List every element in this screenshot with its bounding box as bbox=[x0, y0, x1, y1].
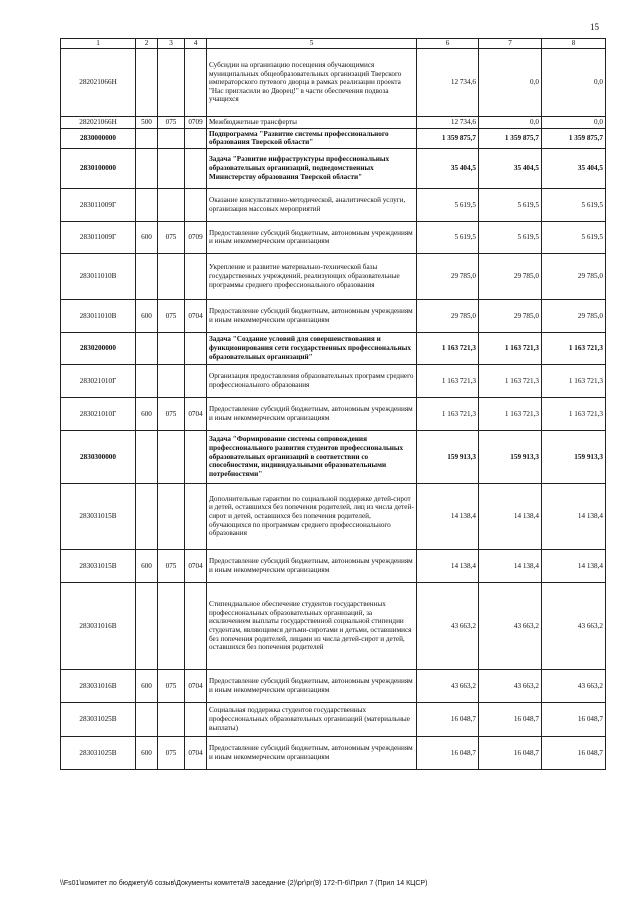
table-row bbox=[61, 148, 606, 188]
row-section-code bbox=[136, 582, 158, 669]
row-ministry-code bbox=[158, 483, 185, 549]
row-amount-col7: 14 138,4 bbox=[479, 483, 542, 549]
row-subsection-code bbox=[185, 253, 207, 299]
table-row bbox=[61, 397, 606, 430]
row-ministry-code bbox=[158, 702, 185, 736]
row-code: 2830200000 bbox=[61, 332, 136, 364]
row-amount-col8: 14 138,4 bbox=[542, 549, 606, 582]
row-amount-col8: 159 913,3 bbox=[542, 430, 606, 483]
column-header: 2 bbox=[136, 39, 158, 49]
row-description: Дополнительные гарантии по социальной поддержке детей-сирот и детей, оставшихся без попечения родителей, лиц из числа детей-сирот и детей, оставшихся без попечения родителей, обучающихся по программам среднего профессионального образования bbox=[207, 483, 417, 549]
row-code: 282021066Н bbox=[61, 49, 136, 117]
row-subsection-code: 0704 bbox=[185, 669, 207, 702]
column-header: 6 bbox=[417, 39, 479, 49]
table-body bbox=[61, 49, 606, 770]
row-subsection-code bbox=[185, 49, 207, 117]
budget-table bbox=[60, 38, 606, 770]
row-subsection-code: 0704 bbox=[185, 397, 207, 430]
row-amount-col7: 14 138,4 bbox=[479, 549, 542, 582]
row-amount-col6: 16 048,7 bbox=[417, 702, 479, 736]
row-amount-col6: 29 785,0 bbox=[417, 253, 479, 299]
row-amount-col8: 1 163 721,3 bbox=[542, 364, 606, 397]
row-description: Предоставление субсидий бюджетным, автономным учреждениям и иным некоммерческим организациям bbox=[207, 397, 417, 430]
table-row bbox=[61, 430, 606, 483]
table-row bbox=[61, 582, 606, 669]
row-amount-col8: 1 163 721,3 bbox=[542, 332, 606, 364]
row-ministry-code bbox=[158, 253, 185, 299]
row-amount-col6: 159 913,3 bbox=[417, 430, 479, 483]
row-subsection-code bbox=[185, 582, 207, 669]
row-amount-col6: 1 163 721,3 bbox=[417, 332, 479, 364]
row-ministry-code bbox=[158, 582, 185, 669]
row-code: 282021066Н bbox=[61, 117, 136, 129]
row-amount-col7: 5 619,5 bbox=[479, 188, 542, 221]
row-amount-col7: 1 359 875,7 bbox=[479, 128, 542, 148]
column-header: 7 bbox=[479, 39, 542, 49]
row-code: 2830000000 bbox=[61, 128, 136, 148]
row-amount-col8: 0,0 bbox=[542, 49, 606, 117]
row-amount-col7: 35 404,5 bbox=[479, 148, 542, 188]
row-amount-col8: 1 359 875,7 bbox=[542, 128, 606, 148]
row-amount-col7: 0,0 bbox=[479, 49, 542, 117]
row-amount-col6: 12 734,6 bbox=[417, 49, 479, 117]
row-amount-col6: 5 619,5 bbox=[417, 188, 479, 221]
row-ministry-code bbox=[158, 128, 185, 148]
row-amount-col6: 29 785,0 bbox=[417, 299, 479, 332]
row-subsection-code bbox=[185, 128, 207, 148]
row-section-code bbox=[136, 253, 158, 299]
row-subsection-code bbox=[185, 332, 207, 364]
row-code: 283011009Г bbox=[61, 188, 136, 221]
row-amount-col7: 29 785,0 bbox=[479, 253, 542, 299]
row-ministry-code bbox=[158, 332, 185, 364]
row-ministry-code: 075 bbox=[158, 117, 185, 129]
footer-file-path: \\Fs01\комитет по бюджету\6 созыв\Документы комитета\9 заседание (2)\рг\рг(9) 172-П-6\Прил 7 (Прил 14 КЦСР) bbox=[60, 880, 428, 887]
column-header: 4 bbox=[185, 39, 207, 49]
row-amount-col8: 29 785,0 bbox=[542, 299, 606, 332]
table-row bbox=[61, 702, 606, 736]
row-section-code: 600 bbox=[136, 736, 158, 769]
row-code: 283031016В bbox=[61, 669, 136, 702]
row-code: 283011010В bbox=[61, 299, 136, 332]
row-ministry-code bbox=[158, 188, 185, 221]
table-row bbox=[61, 253, 606, 299]
table-row bbox=[61, 299, 606, 332]
table-row bbox=[61, 483, 606, 549]
table-row bbox=[61, 736, 606, 769]
row-subsection-code: 0704 bbox=[185, 549, 207, 582]
row-amount-col7: 16 048,7 bbox=[479, 702, 542, 736]
row-description: Укрепление и развитие материально-технической базы государственных учреждений, реализующих образовательные программы среднего профессионального образования bbox=[207, 253, 417, 299]
row-section-code: 600 bbox=[136, 549, 158, 582]
row-amount-col6: 1 163 721,3 bbox=[417, 397, 479, 430]
row-description: Межбюджетные трансферты bbox=[207, 117, 417, 129]
row-subsection-code bbox=[185, 430, 207, 483]
row-subsection-code: 0709 bbox=[185, 221, 207, 253]
table-row bbox=[61, 669, 606, 702]
row-amount-col8: 5 619,5 bbox=[542, 221, 606, 253]
row-ministry-code bbox=[158, 148, 185, 188]
row-amount-col6: 5 619,5 bbox=[417, 221, 479, 253]
row-amount-col6: 1 359 875,7 bbox=[417, 128, 479, 148]
row-section-code: 600 bbox=[136, 299, 158, 332]
row-section-code: 600 bbox=[136, 221, 158, 253]
row-amount-col7: 29 785,0 bbox=[479, 299, 542, 332]
table-row bbox=[61, 364, 606, 397]
row-code: 2830100000 bbox=[61, 148, 136, 188]
row-section-code bbox=[136, 364, 158, 397]
row-description: Субсидии на организацию посещения обучающимися муниципальных общеобразовательных организаций Тверского императорского путевого дворца в рамках реализации проекта "Нас пригласили во Дворец!" в части обеспечения подвоза учащихся bbox=[207, 49, 417, 117]
row-code: 283011010В bbox=[61, 253, 136, 299]
row-amount-col8: 0,0 bbox=[542, 117, 606, 129]
row-description: Задача "Создание условий для совершенствования и функционирования сети государственных профессиональных образовательных организаций" bbox=[207, 332, 417, 364]
table-row bbox=[61, 188, 606, 221]
page-number: 15 bbox=[590, 22, 599, 32]
row-description: Организация предоставления образовательных программ среднего профессионального образования bbox=[207, 364, 417, 397]
row-code: 283021010Г bbox=[61, 364, 136, 397]
column-header: 1 bbox=[61, 39, 136, 49]
row-subsection-code bbox=[185, 483, 207, 549]
row-section-code bbox=[136, 430, 158, 483]
row-code: 283011009Г bbox=[61, 221, 136, 253]
row-description: Предоставление субсидий бюджетным, автономным учреждениям и иным некоммерческим организациям bbox=[207, 221, 417, 253]
row-section-code: 600 bbox=[136, 669, 158, 702]
row-ministry-code: 075 bbox=[158, 669, 185, 702]
row-subsection-code bbox=[185, 702, 207, 736]
row-amount-col7: 1 163 721,3 bbox=[479, 332, 542, 364]
row-amount-col8: 29 785,0 bbox=[542, 253, 606, 299]
row-amount-col6: 12 734,6 bbox=[417, 117, 479, 129]
row-amount-col8: 16 048,7 bbox=[542, 702, 606, 736]
row-amount-col6: 1 163 721,3 bbox=[417, 364, 479, 397]
table-row bbox=[61, 221, 606, 253]
table-row bbox=[61, 49, 606, 117]
row-amount-col6: 43 663,2 bbox=[417, 669, 479, 702]
row-ministry-code: 075 bbox=[158, 397, 185, 430]
row-description: Оказание консультативно-методической, аналитической услуги, организация массовых мероприятий bbox=[207, 188, 417, 221]
table-row bbox=[61, 332, 606, 364]
row-ministry-code: 075 bbox=[158, 549, 185, 582]
row-ministry-code: 075 bbox=[158, 299, 185, 332]
row-description: Предоставление субсидий бюджетным, автономным учреждениям и иным некоммерческим организациям bbox=[207, 549, 417, 582]
row-amount-col8: 14 138,4 bbox=[542, 483, 606, 549]
row-ministry-code: 075 bbox=[158, 736, 185, 769]
row-code: 283031016В bbox=[61, 582, 136, 669]
row-subsection-code bbox=[185, 364, 207, 397]
row-amount-col7: 5 619,5 bbox=[479, 221, 542, 253]
row-description: Предоставление субсидий бюджетным, автономным учреждениям и иным некоммерческим организациям bbox=[207, 299, 417, 332]
table-row bbox=[61, 128, 606, 148]
table-header-row bbox=[61, 39, 606, 49]
row-subsection-code: 0704 bbox=[185, 299, 207, 332]
row-amount-col7: 1 163 721,3 bbox=[479, 397, 542, 430]
row-section-code bbox=[136, 128, 158, 148]
row-code: 283031015В bbox=[61, 483, 136, 549]
row-section-code bbox=[136, 188, 158, 221]
row-description: Предоставление субсидий бюджетным, автономным учреждениям и иным некоммерческим организациям bbox=[207, 669, 417, 702]
row-amount-col8: 16 048,7 bbox=[542, 736, 606, 769]
row-amount-col7: 43 663,2 bbox=[479, 669, 542, 702]
row-ministry-code: 075 bbox=[158, 221, 185, 253]
row-amount-col8: 35 404,5 bbox=[542, 148, 606, 188]
row-amount-col7: 1 163 721,3 bbox=[479, 364, 542, 397]
row-amount-col6: 35 404,5 bbox=[417, 148, 479, 188]
row-amount-col6: 43 663,2 bbox=[417, 582, 479, 669]
row-description: Социальная поддержка студентов государственных профессиональных образовательных организаций (материальные выплаты) bbox=[207, 702, 417, 736]
row-code: 283031015В bbox=[61, 549, 136, 582]
row-section-code bbox=[136, 483, 158, 549]
row-amount-col8: 43 663,2 bbox=[542, 669, 606, 702]
row-section-code bbox=[136, 702, 158, 736]
row-section-code: 500 bbox=[136, 117, 158, 129]
row-description: Задача "Развитие инфраструктуры профессиональных образовательных организаций, подведомственных Министерству образования Тверской области" bbox=[207, 148, 417, 188]
row-description: Стипендиальное обеспечение студентов государственных профессиональных образовательных организаций, за исключением выплаты государственной социальной стипендии студентам, являющимся детьми-сиротами и детьми, оставшимися без попечения родителей, лицами из числа детей-сирот и детей, оставшихся без попечения родителей bbox=[207, 582, 417, 669]
row-subsection-code: 0709 bbox=[185, 117, 207, 129]
row-amount-col8: 43 663,2 bbox=[542, 582, 606, 669]
column-header: 3 bbox=[158, 39, 185, 49]
row-description: Задача "Формирование системы сопровождения профессионального развития студентов профессиональных образовательных организаций в соответствии со способностями, индивидуальными образовательными потребностями" bbox=[207, 430, 417, 483]
row-amount-col7: 43 663,2 bbox=[479, 582, 542, 669]
row-section-code: 600 bbox=[136, 397, 158, 430]
row-description: Подпрограмма "Развитие системы профессионального образования Тверской области" bbox=[207, 128, 417, 148]
row-amount-col7: 159 913,3 bbox=[479, 430, 542, 483]
column-header: 8 bbox=[542, 39, 606, 49]
row-section-code bbox=[136, 49, 158, 117]
row-section-code bbox=[136, 148, 158, 188]
row-amount-col8: 5 619,5 bbox=[542, 188, 606, 221]
row-amount-col6: 14 138,4 bbox=[417, 549, 479, 582]
row-amount-col8: 1 163 721,3 bbox=[542, 397, 606, 430]
table-row bbox=[61, 549, 606, 582]
row-subsection-code: 0704 bbox=[185, 736, 207, 769]
row-amount-col6: 14 138,4 bbox=[417, 483, 479, 549]
row-ministry-code bbox=[158, 430, 185, 483]
row-ministry-code bbox=[158, 364, 185, 397]
row-ministry-code bbox=[158, 49, 185, 117]
row-subsection-code bbox=[185, 148, 207, 188]
row-subsection-code bbox=[185, 188, 207, 221]
row-code: 283021010Г bbox=[61, 397, 136, 430]
row-amount-col7: 16 048,7 bbox=[479, 736, 542, 769]
row-code: 283031025В bbox=[61, 702, 136, 736]
row-description: Предоставление субсидий бюджетным, автономным учреждениям и иным некоммерческим организациям bbox=[207, 736, 417, 769]
row-section-code bbox=[136, 332, 158, 364]
row-code: 2830300000 bbox=[61, 430, 136, 483]
row-amount-col7: 0,0 bbox=[479, 117, 542, 129]
table-row bbox=[61, 117, 606, 129]
row-code: 283031025В bbox=[61, 736, 136, 769]
row-amount-col6: 16 048,7 bbox=[417, 736, 479, 769]
column-header: 5 bbox=[207, 39, 417, 49]
